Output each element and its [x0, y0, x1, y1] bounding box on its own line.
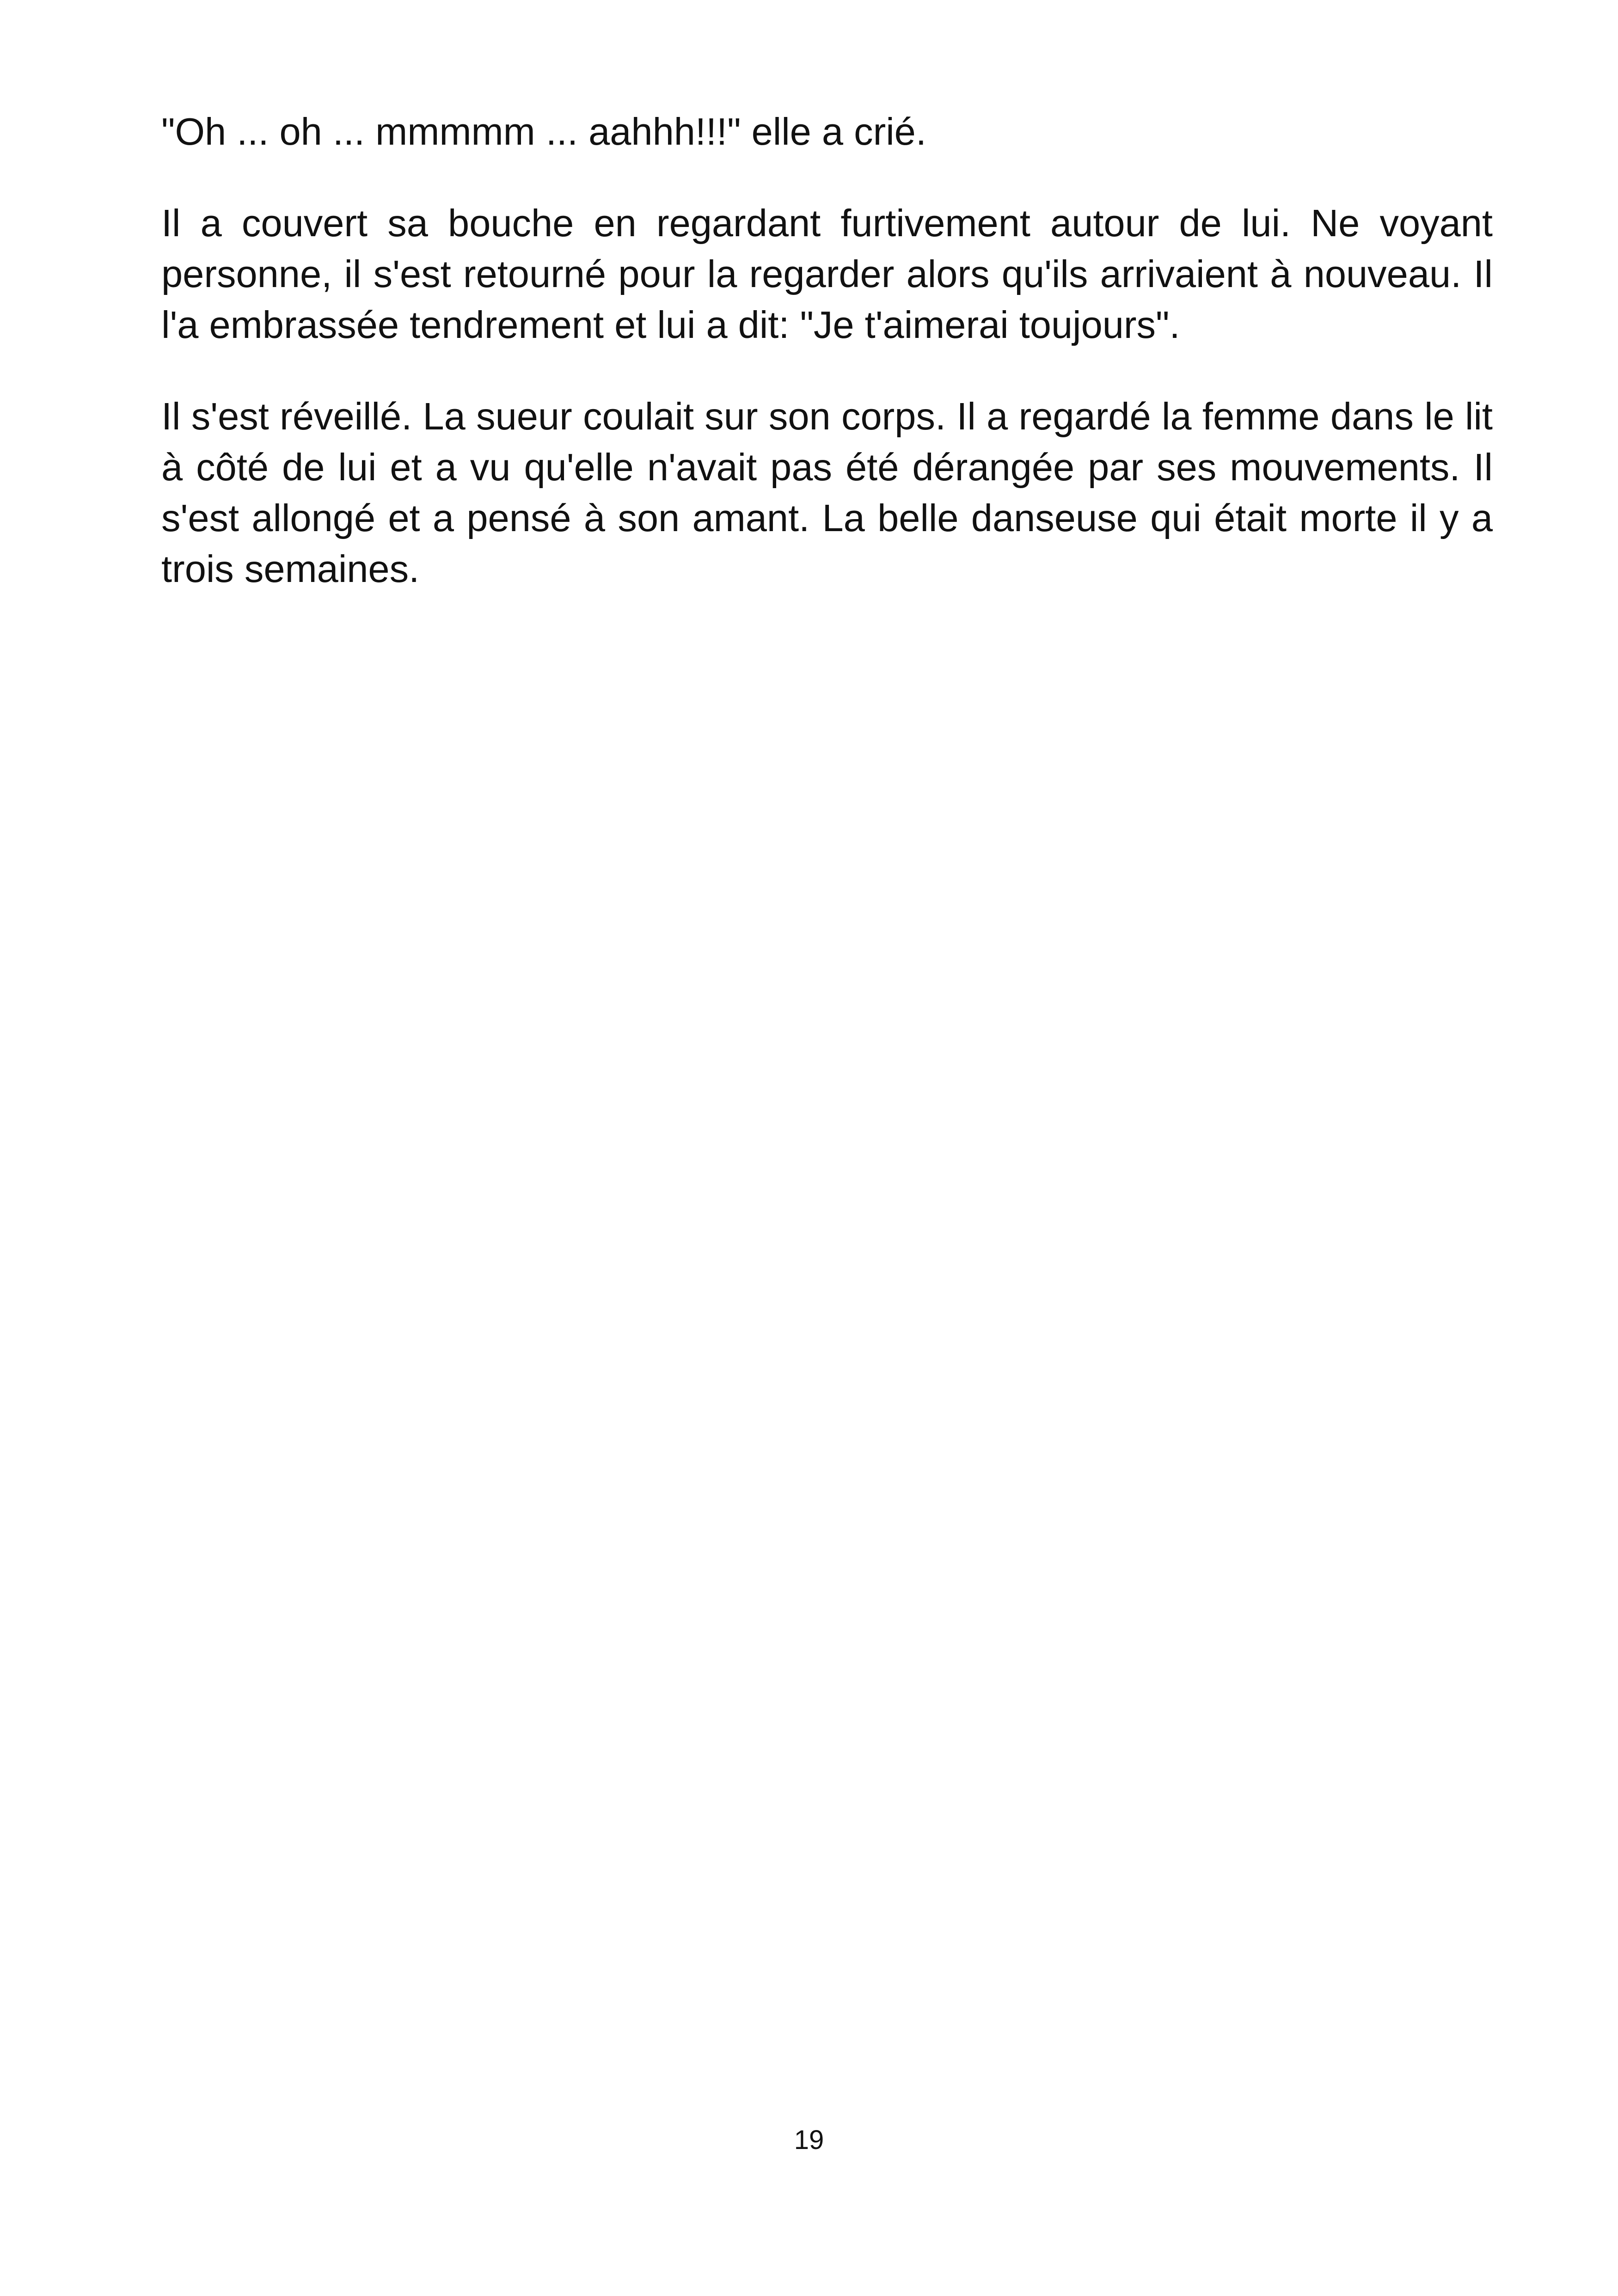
- page-number: 19: [794, 2125, 824, 2155]
- body-text: [161, 106, 1493, 635]
- paragraph-exclamation: "Oh ... oh ... mmmmm ... aahhh!!!" elle a crié.: [161, 110, 926, 153]
- paragraph-embrace: Il a couvert sa bouche en regardant furtivement autour de lui. Ne voyant personne, il s'est retourné pour la regarder alors qu'ils arrivaient à nouveau. Il l'a embrassée tendrement et lui a dit: "Je t'aimerai toujours".: [161, 202, 1493, 346]
- paragraph-awakening: Il s'est réveillé. La sueur coulait sur son corps. Il a regardé la femme dans le lit à côté de lui et a vu qu'elle n'avait pas été dérangée par ses mouvements. Il s'est allongé et a pensé à son amant. La belle danseuse qui était morte il y a trois semaines.: [161, 395, 1493, 590]
